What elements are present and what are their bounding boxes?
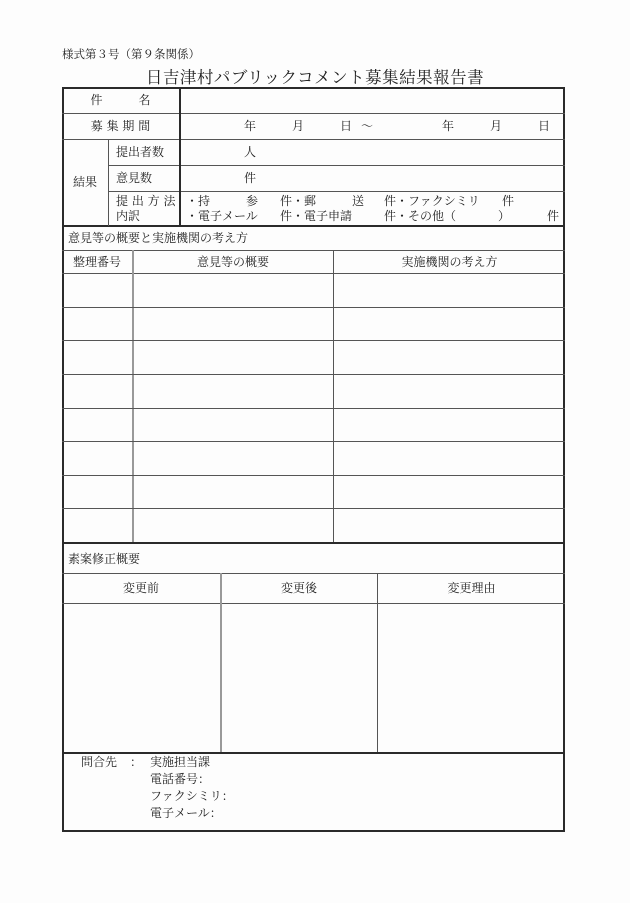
method-online: ・電子申請 xyxy=(292,209,353,223)
column-header-response: 実施機関の考え方 xyxy=(401,255,498,269)
table-row[interactable] xyxy=(62,409,565,441)
end-day: 日 xyxy=(538,119,551,133)
divider xyxy=(108,165,565,166)
section-divider xyxy=(62,752,565,754)
method-other: ・その他（ xyxy=(396,209,457,223)
method-fax: ・ファクシミリ xyxy=(396,194,480,208)
contact-email: 電子メール： xyxy=(150,806,222,820)
before-field[interactable] xyxy=(64,604,219,751)
form-number: 様式第３号（第９条関係） xyxy=(62,47,200,61)
table-row[interactable] xyxy=(62,442,565,475)
table-row[interactable] xyxy=(62,375,565,408)
column-header-after: 変更後 xyxy=(280,581,317,595)
table-row[interactable] xyxy=(62,274,565,307)
divider xyxy=(179,87,181,226)
divider xyxy=(108,191,565,192)
contact-label: 問合先 xyxy=(81,755,118,769)
divider xyxy=(62,113,565,114)
divider xyxy=(108,139,109,226)
end-month: 月 xyxy=(490,119,503,133)
start-month: 月 xyxy=(292,119,305,133)
method-in-person-unit: 件 xyxy=(280,194,293,208)
table-row[interactable] xyxy=(62,341,565,374)
method-mail: ・郵 送 xyxy=(292,194,365,208)
divider xyxy=(62,139,565,140)
reason-field[interactable] xyxy=(379,604,563,751)
column-header-before: 変更前 xyxy=(122,581,159,595)
method-email-unit: 件 xyxy=(280,209,293,223)
table-row[interactable] xyxy=(62,308,565,340)
submitters-label: 提出者数 xyxy=(116,145,165,159)
opinions-unit: 件 xyxy=(244,171,257,185)
contact-phone: 電話番号： xyxy=(150,772,211,786)
column-header-reason: 変更理由 xyxy=(447,581,496,595)
method-in-person: ・持 参 xyxy=(186,194,259,208)
contact-department: 実施担当課 xyxy=(150,755,211,769)
method-email: ・電子メール xyxy=(186,209,258,223)
methods-label-2: 内訳 xyxy=(116,209,141,223)
opinions-label: 意見数 xyxy=(116,171,153,185)
start-day: 日 xyxy=(340,119,353,133)
divider xyxy=(62,573,565,574)
column-header-summary: 意見等の概要 xyxy=(196,255,269,269)
period-separator: ～ xyxy=(361,119,374,133)
revision-section-title: 素案修正概要 xyxy=(68,552,141,566)
divider xyxy=(62,250,565,251)
subject-label: 件 名 xyxy=(90,93,151,107)
start-year: 年 xyxy=(244,119,257,133)
method-other-unit: 件 xyxy=(547,209,560,223)
section-divider xyxy=(62,542,565,544)
submitters-unit: 人 xyxy=(244,145,257,159)
opinions-section-title: 意見等の概要と実施機関の考え方 xyxy=(68,231,249,245)
subject-field[interactable] xyxy=(184,92,560,112)
table-row[interactable] xyxy=(62,509,565,542)
method-other-close: ） xyxy=(498,209,511,223)
period-label: 募 集 期 間 xyxy=(90,119,151,133)
divider xyxy=(62,225,565,227)
method-fax-unit: 件 xyxy=(502,194,515,208)
table-row[interactable] xyxy=(62,476,565,508)
methods-label: 提 出 方 法 xyxy=(116,194,176,208)
contact-fax: ファクシミリ： xyxy=(150,789,234,803)
method-online-unit: 件 xyxy=(384,209,397,223)
column-header-number: 整理番号 xyxy=(72,255,121,269)
contact-colon: ： xyxy=(130,755,143,769)
after-field[interactable] xyxy=(222,604,376,751)
method-mail-unit: 件 xyxy=(384,194,397,208)
document-title: 日吉津村パブリックコメント募集結果報告書 xyxy=(145,68,485,87)
results-label: 結果 xyxy=(72,175,97,189)
divider xyxy=(377,573,378,753)
end-year: 年 xyxy=(442,119,455,133)
